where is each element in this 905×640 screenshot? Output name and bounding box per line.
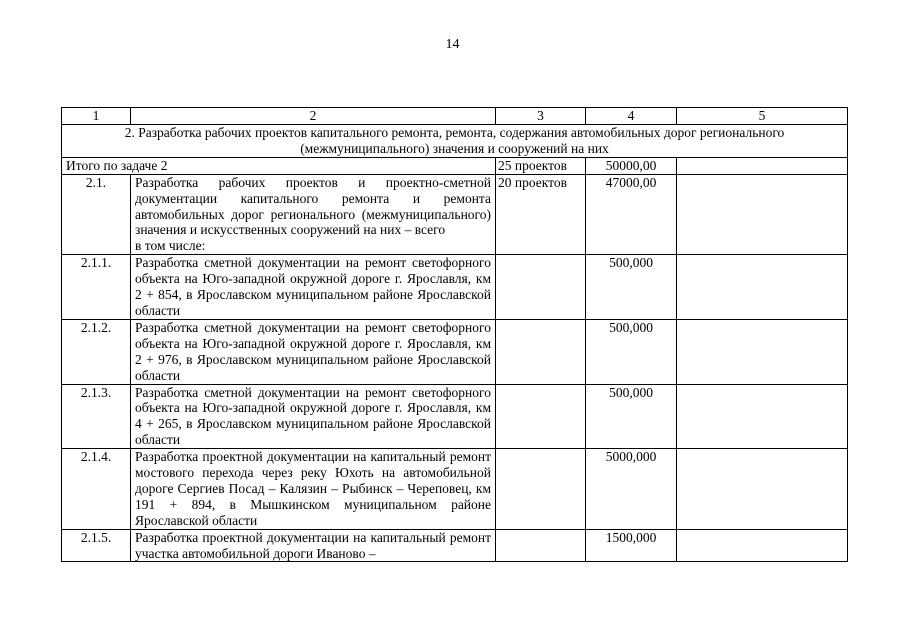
row-quantity [496, 319, 586, 384]
row-description-extra: в том числе: [135, 238, 206, 254]
page-number: 14 [445, 37, 460, 52]
row-description: Разработка сметной документации на ремонт светофорного объекта на Юго-западной окружной дороге г. Ярославля, км 2 + 854, в Ярославском муниципальном районе Ярославской области [131, 255, 496, 320]
row-note [677, 319, 848, 384]
column-number-row [62, 108, 848, 125]
row-amount: 500,000 [586, 255, 677, 320]
row-amount: 5000,000 [586, 449, 677, 530]
row-amount: 47000,00 [586, 174, 677, 255]
funding-table [61, 107, 848, 562]
row-number: 2.1.4. [62, 449, 131, 530]
column-number: 2 [131, 108, 496, 125]
row-number: 2.1. [62, 174, 131, 255]
row-description-text: Разработка рабочих проектов и проектно-сметной документации капитального ремонта и ремонта автомобильных дорог регионального (межмуниципального) значения и искусственных сооружений на них – всего [135, 174, 491, 238]
table-row [62, 319, 848, 384]
total-quantity: 25 проектов [496, 157, 586, 174]
column-number: 1 [62, 108, 131, 125]
row-description: Разработка сметной документации на ремонт светофорного объекта на Юго-западной окружной дороге г. Ярославля, км 2 + 976, в Ярославском муниципальном районе Ярославской области [131, 319, 496, 384]
total-note [677, 157, 848, 174]
total-label: Итого по задаче 2 [62, 157, 496, 174]
column-number: 3 [496, 108, 586, 125]
row-number: 2.1.2. [62, 319, 131, 384]
row-quantity [496, 449, 586, 530]
row-quantity [496, 255, 586, 320]
row-description: Разработка проектной документации на капитальный ремонт мостового перехода через реку Юхоть на автомобильной дороге Сергиев Посад – Калязин – Рыбинск – Череповец, км 191 + 894, в Мышкинском муниципальном районе Ярославской области [131, 449, 496, 530]
row-amount: 500,000 [586, 384, 677, 449]
row-quantity: 20 проектов [496, 174, 586, 255]
row-description [131, 174, 496, 255]
section-title: 2. Разработка рабочих проектов капитального ремонта, ремонта, содержания автомобильных дорог регионального (межмуниципального) значения и сооружений на них [62, 125, 848, 158]
row-note [677, 255, 848, 320]
column-number: 4 [586, 108, 677, 125]
row-amount: 1500,000 [586, 529, 677, 562]
row-note [677, 174, 848, 255]
row-note [677, 449, 848, 530]
column-number: 5 [677, 108, 848, 125]
table-row [62, 255, 848, 320]
row-note [677, 384, 848, 449]
row-note [677, 529, 848, 562]
table-row [62, 174, 848, 255]
row-number: 2.1.3. [62, 384, 131, 449]
table-row [62, 529, 848, 562]
row-quantity [496, 529, 586, 562]
total-amount: 50000,00 [586, 157, 677, 174]
table-row [62, 384, 848, 449]
row-number: 2.1.1. [62, 255, 131, 320]
table-row [62, 449, 848, 530]
total-row [62, 157, 848, 174]
section-title-row [62, 125, 848, 158]
row-number: 2.1.5. [62, 529, 131, 562]
row-description: Разработка сметной документации на ремонт светофорного объекта на Юго-западной окружной дороге г. Ярославля, км 4 + 265, в Ярославском муниципальном районе Ярославской области [131, 384, 496, 449]
row-amount: 500,000 [586, 319, 677, 384]
row-description: Разработка проектной документации на капитальный ремонт участка автомобильной дороги Иваново – [131, 529, 496, 562]
row-quantity [496, 384, 586, 449]
